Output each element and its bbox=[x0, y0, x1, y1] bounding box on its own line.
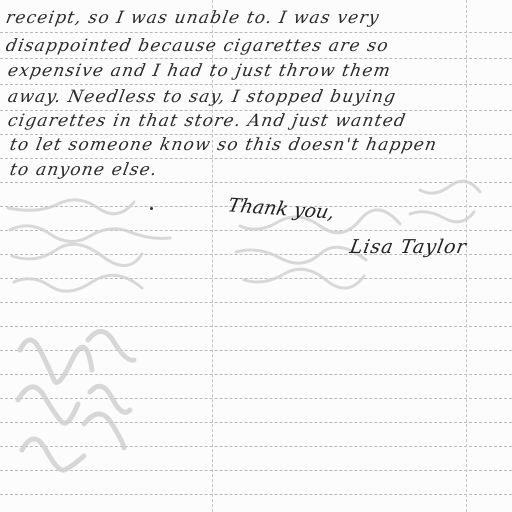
ruled-line bbox=[0, 158, 512, 159]
letter-line: to anyone else. bbox=[8, 160, 160, 180]
letter-line: away. Needless to say, I stopped buying bbox=[6, 87, 398, 107]
letter-line: cigarettes in that store. And just wanted bbox=[6, 111, 408, 131]
ruled-line bbox=[0, 32, 512, 33]
ruled-line bbox=[0, 446, 512, 447]
margin-line bbox=[466, 0, 467, 512]
letter-line: disappointed because cigarettes are so bbox=[4, 36, 391, 56]
ruled-line bbox=[0, 230, 512, 231]
ruled-line bbox=[0, 374, 512, 375]
ruled-line bbox=[0, 494, 512, 495]
ruled-line bbox=[0, 350, 512, 351]
ruled-line bbox=[0, 58, 512, 59]
ruled-line bbox=[0, 84, 512, 85]
closing-text: Thank you, bbox=[225, 194, 337, 224]
letter-line: to let someone know so this doesn't happen bbox=[8, 135, 439, 155]
signature: Lisa Taylor bbox=[348, 236, 469, 258]
ruled-line bbox=[0, 398, 512, 399]
letter-line: expensive and I had to just throw them bbox=[6, 61, 393, 81]
ruled-line bbox=[0, 182, 512, 183]
ruled-line bbox=[0, 422, 512, 423]
ruled-line bbox=[0, 278, 512, 279]
ruled-line bbox=[0, 326, 512, 327]
ink-dot bbox=[150, 207, 153, 210]
letter-line: receipt, so I was unable to. I was very bbox=[4, 8, 382, 28]
ruled-line bbox=[0, 470, 512, 471]
ruled-line bbox=[0, 302, 512, 303]
